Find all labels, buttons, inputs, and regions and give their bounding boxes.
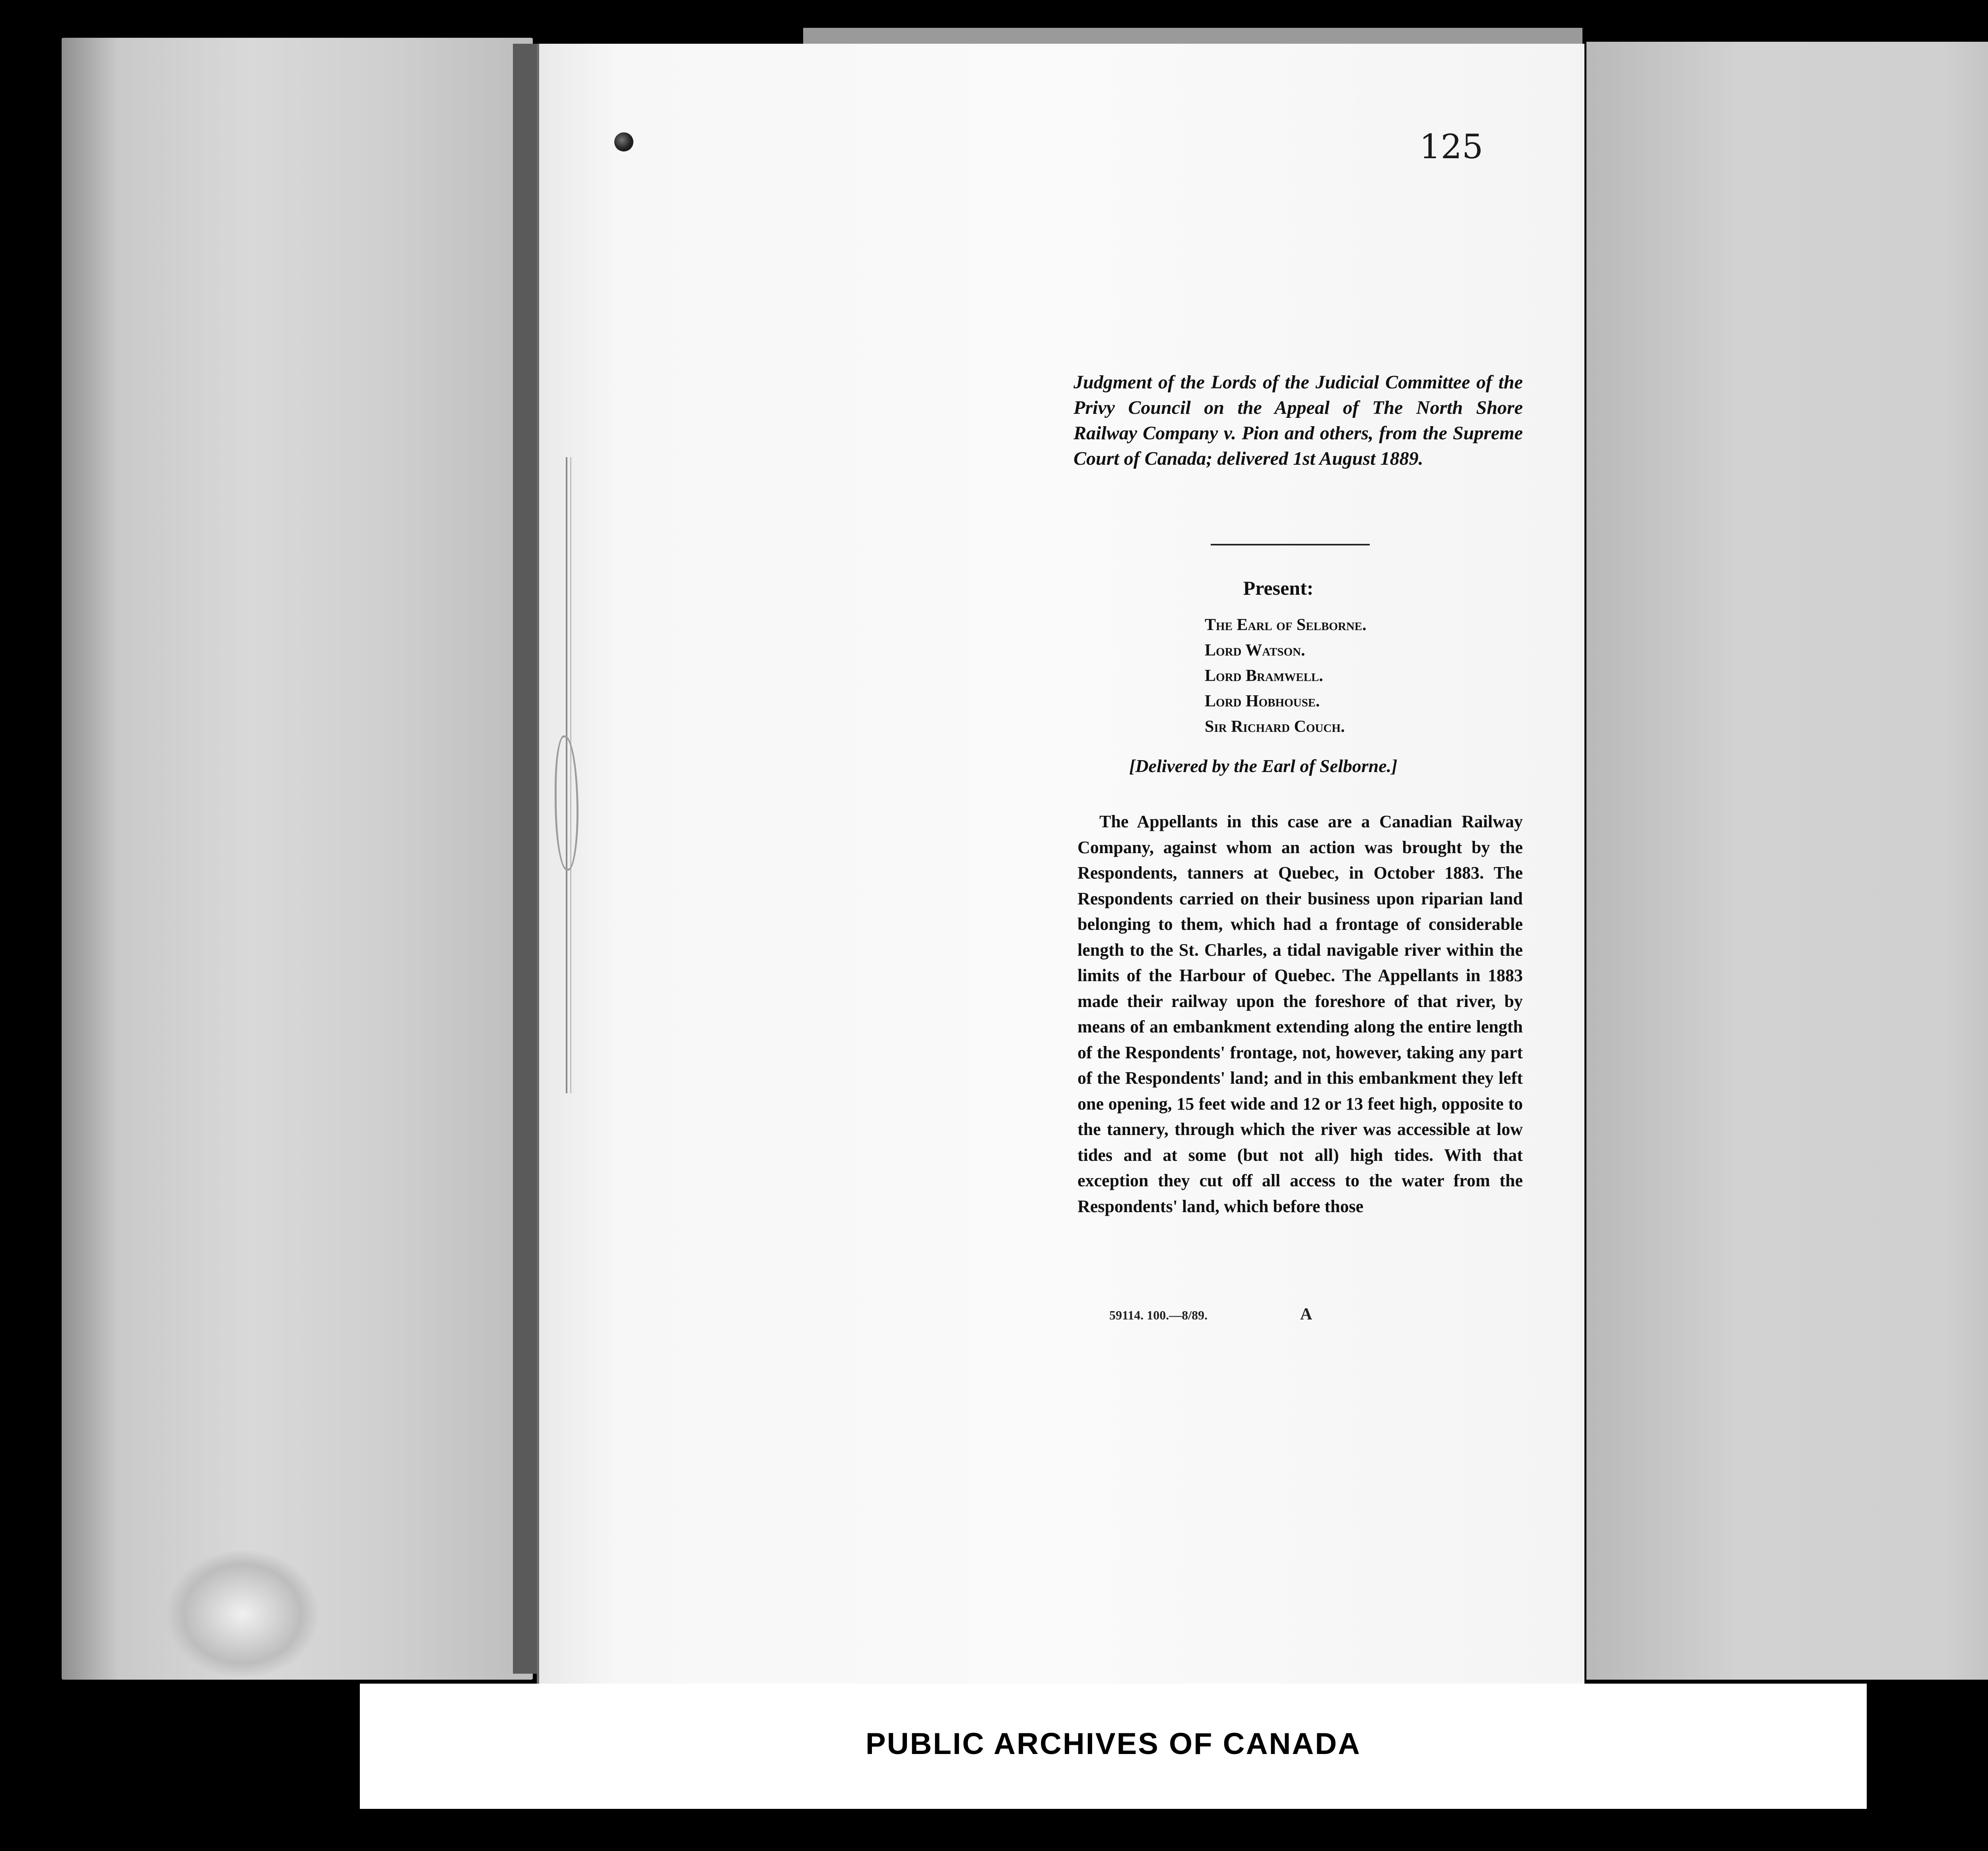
judge-name: Sir Richard Couch. xyxy=(1205,718,1345,736)
page-binding-edge xyxy=(513,44,537,1674)
judge-name: Lord Hobhouse. xyxy=(1205,692,1320,710)
judge-name: The Earl of Selborne. xyxy=(1205,616,1367,634)
punch-hole xyxy=(614,132,633,151)
printer-mark: 59114. 100.—8/89. xyxy=(1109,1308,1208,1322)
top-paper-strip xyxy=(803,28,1582,44)
paper-damage-stain xyxy=(167,1550,318,1678)
judge-name: Lord Watson. xyxy=(1205,641,1305,660)
judgment-body-text: The Appellants in this case are a Canadian Railway Company, against whom an action was brought by the Respondents, tanners at Quebec, in October 1883. The Respondents carried on their business upon riparian land belonging to them, which had a frontage of considerable length to the St. Charles, a tidal navigable river within the limits of the Harbour of Quebec. The Appellants in 1883 made their railway upon the foreshore of that river, by means of an embankment extending along the entire length of the Respondents' frontage, not, however, taking any part of the Respondents' land; and in this embankment they left one opening, 15 feet wide and 12 or 13 feet high, opposite to the tannery, through which the river was accessible at low tides and at some (but not all) high tides. With that exception they cut off all access to the water from the Respondents' land, which before those xyxy=(1077,812,1523,1216)
archive-label-text: PUBLIC ARCHIVES OF CANADA xyxy=(866,1727,1361,1761)
right-backing-sheet xyxy=(1586,42,1988,1680)
delivered-by-note: [Delivered by the Earl of Selborne.] xyxy=(1129,756,1398,776)
heading-divider xyxy=(1211,544,1370,545)
left-backing-sheet xyxy=(62,38,533,1680)
judge-name: Lord Bramwell. xyxy=(1205,667,1323,685)
signature-mark: A xyxy=(1300,1305,1312,1323)
panel-of-judges xyxy=(1205,612,1483,739)
present-label: Present: xyxy=(1243,577,1314,599)
judgment-heading: Judgment of the Lords of the Judicial Committee of the Privy Council on the Appeal of The North Shore Railway Company v. Pion and others, from the Supreme Court of Canada; delivered 1st August 1889. xyxy=(1074,372,1523,469)
archive-label xyxy=(360,1684,1867,1809)
page-number: 125 xyxy=(1419,127,1483,166)
